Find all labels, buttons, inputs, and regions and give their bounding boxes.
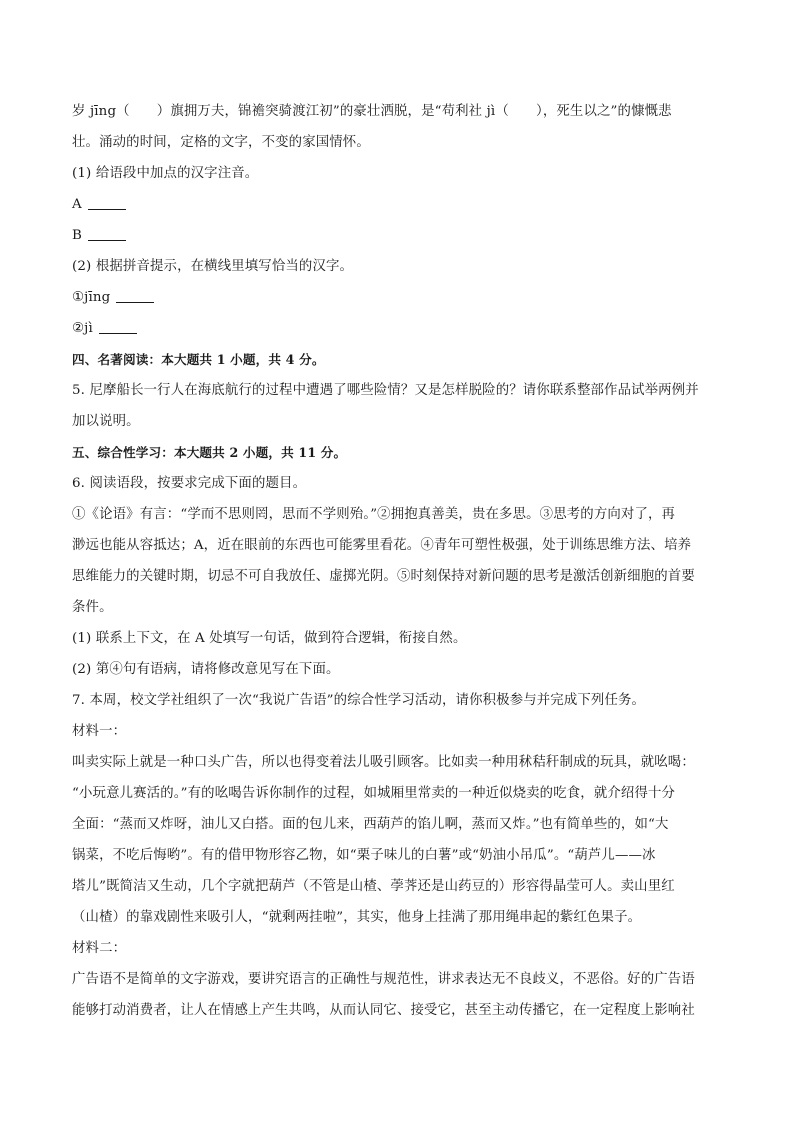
text-line: 能够打动消费者，让人在情感上产生共鸣，从而认同它、接受它，甚至主动传播它，在一定程度上影响社	[72, 1003, 695, 1018]
question-text: (2) 第④句有语病，请将修改意见写在下面。	[72, 662, 340, 677]
question-text: 6. 阅读语段，按要求完成下面的题目。	[72, 476, 307, 491]
text-line: 壮。涌动的时间，定格的文字，不变的家国情怀。	[72, 135, 370, 150]
answer-blank[interactable]	[116, 290, 154, 303]
section-heading: 五、综合性学习：本大题共 2 小题，共 11 分。	[72, 445, 347, 460]
material-heading: 材料二：	[72, 941, 127, 956]
material-heading: 材料一：	[72, 724, 127, 739]
document-page	[72, 96, 722, 1026]
question-text: 5. 尼摩船长一行人在海底航行的过程中遭遇了哪些险情？又是怎样脱险的？请你联系整部作品试举两例并	[72, 383, 699, 398]
question-text: (2) 根据拼音提示，在横线里填写恰当的汉字。	[72, 259, 354, 274]
question-text: (1) 联系上下文，在 A 处填写一句话，做到符合逻辑，衔接自然。	[72, 631, 467, 646]
text-line: “小玩意儿赛活的。”有的吆喝告诉你制作的过程，如城厢里常卖的一种近似烧卖的吃食，就介绍得十分	[72, 786, 676, 801]
answer-blank[interactable]	[99, 321, 137, 334]
text-line: 岁 jīng（ ）旗拥万夫，锦襜突骑渡江初”的豪壮洒脱，是“苟利社 jì（ ），死生以之”的慷慨悲	[72, 104, 672, 119]
text-line: 锅菜，不吃后悔哟”。有的借甲物形容乙物，如“栗子味儿的白薯”或“奶油小吊瓜”。“葫芦儿——冰	[72, 848, 656, 863]
text-line: 思维能力的关键时期，切忌不可自我放任、虚掷光阴。⑤时刻保持对新问题的思考是激活创新细胞的首要	[72, 569, 695, 584]
answer-line-b	[72, 220, 722, 251]
text-line: ①《论语》有言：“学而不思则罔，思而不学则殆。”②拥抱真善美，贵在多思。③思考的方向对了，再	[72, 507, 676, 522]
text-line: 渺远也能从容抵达；A，近在眼前的东西也可能雾里看花。④青年可塑性极强，处于训练思维方法、培养	[72, 538, 692, 553]
question-text: (1) 给语段中加点的汉字注音。	[72, 166, 259, 181]
text-line: 全面：“蒸而又炸呀，油儿又白搭。面的包儿来，西葫芦的馅儿啊，蒸而又炸。”也有简单些的，如“大	[72, 817, 669, 832]
text-line: 加以说明。	[72, 414, 140, 429]
answer-line-ji	[72, 313, 722, 344]
section-heading: 四、名著阅读：本大题共 1 小题，共 4 分。	[72, 352, 325, 367]
answer-label: ②jì	[72, 321, 93, 336]
question-text: 7. 本周，校文学社组织了一次“我说广告语”的综合性学习活动，请你积极参与并完成下列任务。	[72, 693, 646, 708]
answer-line-a	[72, 189, 722, 220]
text-line: 广告语不是简单的文字游戏，要讲究语言的正确性与规范性，讲求表达无不良歧义，不恶俗。好的广告语	[72, 972, 695, 987]
answer-blank[interactable]	[88, 197, 126, 210]
text-line: 叫卖实际上就是一种口头广告，所以也得变着法儿吸引顾客。比如卖一种用秫秸秆制成的玩具，就吆喝：	[72, 755, 695, 770]
answer-blank[interactable]	[88, 228, 126, 241]
text-line: 塔儿”既简洁又生动，几个字就把葫芦（不管是山楂、荸荠还是山药豆的）形容得晶莹可人。卖山里红	[72, 879, 675, 894]
text-line: 条件。	[72, 600, 113, 615]
text-line: （山楂）的靠戏剧性来吸引人，“就剩两挂啦”，其实，他身上挂满了那用绳串起的紫红色果子。	[72, 910, 642, 925]
answer-label: A	[72, 197, 82, 212]
answer-label: B	[72, 228, 82, 243]
answer-label: ①jīng	[72, 290, 111, 305]
answer-line-jing	[72, 282, 722, 313]
